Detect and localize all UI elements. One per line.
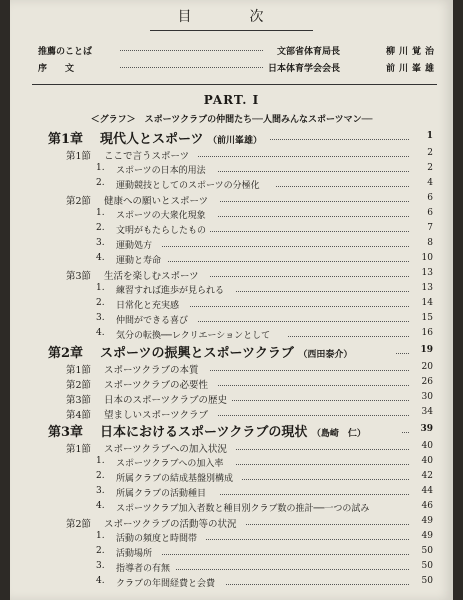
- section-number: 第2節: [66, 380, 92, 391]
- toc-item: [10, 238, 453, 252]
- preface-author: 前川峯雄: [385, 64, 438, 74]
- section-number: 第3節: [66, 271, 92, 282]
- item-title: 活動場所: [116, 549, 153, 559]
- dot-leader: [162, 246, 409, 247]
- page-number: 49: [421, 516, 433, 526]
- dot-leader: [190, 306, 409, 307]
- section-title: スポーツクラブの本質: [104, 365, 199, 376]
- toc-item: [10, 298, 453, 312]
- dot-leader: [162, 554, 409, 555]
- item-title: スポーツの日本的用法: [116, 166, 206, 176]
- dot-leader: [120, 67, 263, 68]
- page-number: 20: [421, 362, 433, 372]
- dot-leader: [218, 385, 409, 386]
- toc-item: [10, 486, 453, 500]
- dot-leader: [210, 370, 409, 371]
- item-number: 4.: [96, 253, 105, 263]
- dot-leader: [270, 139, 409, 140]
- item-title: 運動競技としてのスポーツの分極化: [116, 181, 260, 191]
- toc-item: [10, 313, 453, 327]
- item-title: 仲間ができる喜び: [116, 316, 189, 326]
- page-number: 8: [427, 238, 433, 248]
- item-number: 2.: [96, 223, 105, 233]
- dot-leader: [210, 276, 409, 277]
- section-title: スポーツクラブへの加入状況: [104, 444, 227, 455]
- toc-item: [10, 223, 453, 237]
- page-number: 6: [427, 193, 433, 203]
- toc-section: [10, 148, 453, 162]
- section-title: スポーツクラブの必要性: [104, 380, 209, 391]
- item-number: 1.: [96, 456, 105, 466]
- dot-leader: [220, 494, 409, 495]
- page-number: 13: [421, 283, 433, 293]
- page-number: 1: [426, 131, 433, 141]
- chapter-number: 第2章: [48, 346, 84, 361]
- item-title: 運動処方: [116, 241, 153, 251]
- page-number: 40: [421, 456, 433, 466]
- section-title: 健康への願いとスポーツ: [104, 196, 209, 207]
- toc-item: [10, 178, 453, 192]
- section-number: 第1節: [66, 444, 92, 455]
- toc-section: [10, 441, 453, 455]
- toc-item: [10, 501, 453, 515]
- toc-item: [10, 456, 453, 470]
- toc-item: [10, 531, 453, 545]
- item-title: 運動と寿命: [116, 256, 162, 266]
- toc-page: [10, 0, 453, 600]
- dot-leader: [276, 186, 409, 187]
- item-title: スポーツクラブへの加入率: [116, 459, 224, 469]
- item-title: 日常化と充実感: [116, 301, 180, 311]
- section-title: 望ましいスポーツクラブ: [104, 410, 209, 421]
- dot-leader: [236, 449, 409, 450]
- section-number: 第1節: [66, 365, 92, 376]
- item-number: 3.: [96, 486, 105, 496]
- section-title: スポーツクラブの活動等の状況: [104, 519, 237, 530]
- page-number: 49: [421, 531, 433, 541]
- item-title: 所属クラブの活動種目: [116, 489, 207, 499]
- page-number: 16: [421, 328, 433, 338]
- chapter-title: スポーツの振興とスポーツクラブ （西田泰介）: [100, 346, 353, 361]
- toc-item: [10, 253, 453, 267]
- preface-label: 序 文: [38, 64, 75, 74]
- page-number: 19: [420, 345, 433, 355]
- toc-chapter: [10, 128, 453, 145]
- page-number: 40: [421, 441, 433, 451]
- toc-item: [10, 208, 453, 222]
- page-title: 目 次: [177, 9, 286, 25]
- toc-item: [10, 163, 453, 177]
- dot-leader: [176, 569, 409, 570]
- dot-leader: [236, 464, 409, 465]
- item-number: 4.: [96, 501, 105, 511]
- item-title: 指導者の有無: [116, 564, 171, 574]
- toc-chapter: [10, 342, 453, 359]
- dot-leader: [242, 479, 409, 480]
- page-number: 50: [421, 561, 433, 571]
- dot-leader: [198, 321, 409, 322]
- page-number: 50: [421, 546, 433, 556]
- section-title: 生活を楽しむスポーツ: [104, 271, 199, 282]
- page-number: 42: [421, 471, 433, 481]
- toc-item: [10, 561, 453, 575]
- dot-leader: [218, 216, 409, 217]
- dot-leader: [218, 171, 409, 172]
- section-number: 第2節: [66, 519, 92, 530]
- dot-leader: [210, 231, 409, 232]
- part-heading: PART. Ⅰ: [203, 93, 260, 107]
- item-number: 1.: [96, 531, 105, 541]
- item-number: 2.: [96, 546, 105, 556]
- page-number: 14: [421, 298, 433, 308]
- item-number: 1.: [96, 283, 105, 293]
- toc-section: [10, 516, 453, 530]
- chapter-title: 日本におけるスポーツクラブの現状 （島崎 仁）: [100, 425, 366, 440]
- dot-leader: [226, 584, 409, 585]
- page-number: 34: [421, 407, 433, 417]
- page-number: 26: [421, 377, 433, 387]
- toc-item: [10, 283, 453, 297]
- preface-label: 推薦のことば: [38, 47, 93, 57]
- toc-section: [10, 193, 453, 207]
- item-number: 2.: [96, 178, 105, 188]
- item-title: スポーツの大衆化現象: [116, 211, 206, 221]
- page-number: 15: [421, 313, 433, 323]
- item-number: 3.: [96, 313, 105, 323]
- toc-section: [10, 392, 453, 406]
- page-number: 10: [421, 253, 433, 263]
- part-rule: [32, 84, 437, 85]
- chapter-author: （前川峯雄）: [208, 136, 263, 146]
- toc-section: [10, 268, 453, 282]
- page-number: 2: [427, 163, 433, 173]
- item-number: 4.: [96, 328, 105, 338]
- dot-leader: [206, 539, 409, 540]
- toc-section: [10, 377, 453, 391]
- preface-author: 柳川覚治: [385, 47, 438, 57]
- page-number: 4: [427, 178, 433, 188]
- chapter-number: 第3章: [48, 425, 84, 440]
- chapter-author: （島崎 仁）: [311, 429, 366, 439]
- dot-leader: [198, 156, 409, 157]
- section-title: 日本のスポーツクラブの歴史: [104, 395, 228, 406]
- graph-line: ＜グラフ＞ スポーツクラブの仲間たち──人間みんなスポーツマン──: [90, 115, 373, 125]
- item-title: スポーツクラブ加入者数と種目別クラブ数の推計──一つの試み: [116, 504, 370, 514]
- dot-leader: [236, 291, 409, 292]
- toc-item: [10, 576, 453, 590]
- dot-leader: [218, 415, 409, 416]
- page-number: 13: [421, 268, 433, 278]
- toc-item: [10, 546, 453, 560]
- chapter-author: （西田泰介）: [298, 350, 353, 360]
- section-number: 第1節: [66, 151, 92, 162]
- item-title: 練習すれば進歩が見られる: [116, 286, 225, 296]
- toc-item: [10, 471, 453, 485]
- dot-leader: [120, 50, 263, 51]
- page-number: 44: [421, 486, 433, 496]
- item-number: 2.: [96, 298, 105, 308]
- page-number: 30: [421, 392, 433, 402]
- toc-chapter: [10, 421, 453, 438]
- item-number: 1.: [96, 163, 105, 173]
- item-number: 3.: [96, 561, 105, 571]
- page-number: 50: [421, 576, 433, 586]
- dot-leader: [396, 353, 409, 354]
- dot-leader: [168, 261, 409, 262]
- dot-leader: [246, 524, 409, 525]
- page-number: 7: [427, 223, 433, 233]
- section-number: 第3節: [66, 395, 92, 406]
- chapter-title: 現代人とスポーツ （前川峯雄）: [100, 132, 263, 147]
- page-number: 6: [427, 208, 433, 218]
- title-rule: [150, 30, 313, 31]
- preface-row: [38, 44, 438, 58]
- chapter-number: 第1章: [48, 132, 84, 147]
- item-number: 1.: [96, 208, 105, 218]
- dot-leader: [220, 201, 409, 202]
- page-number: 46: [421, 501, 433, 511]
- dot-leader: [232, 400, 409, 401]
- item-number: 4.: [96, 576, 105, 586]
- toc-item: [10, 328, 453, 342]
- preface-affiliation: 日本体育学会会長: [267, 64, 340, 74]
- dot-leader: [402, 432, 409, 433]
- section-title: ここで言うスポーツ: [104, 151, 190, 162]
- preface-row: [38, 61, 438, 75]
- item-number: 2.: [96, 471, 105, 481]
- item-title: 活動の頻度と時間帯: [116, 534, 198, 544]
- toc-section: [10, 407, 453, 421]
- item-title: 文明がもたらしたもの: [116, 226, 207, 236]
- section-number: 第4節: [66, 410, 92, 421]
- item-number: 3.: [96, 238, 105, 248]
- toc-section: [10, 362, 453, 376]
- section-number: 第2節: [66, 196, 92, 207]
- item-title: クラブの年間経費と会費: [116, 579, 216, 589]
- item-title: 気分の転換──レクリエーションとして: [116, 331, 271, 341]
- page-number: 39: [420, 424, 433, 434]
- preface-affiliation: 文部省体育局長: [276, 47, 340, 57]
- dot-leader: [288, 336, 409, 337]
- item-title: 所属クラブの結成基盤別構成: [116, 474, 234, 484]
- page-number: 2: [427, 148, 433, 158]
